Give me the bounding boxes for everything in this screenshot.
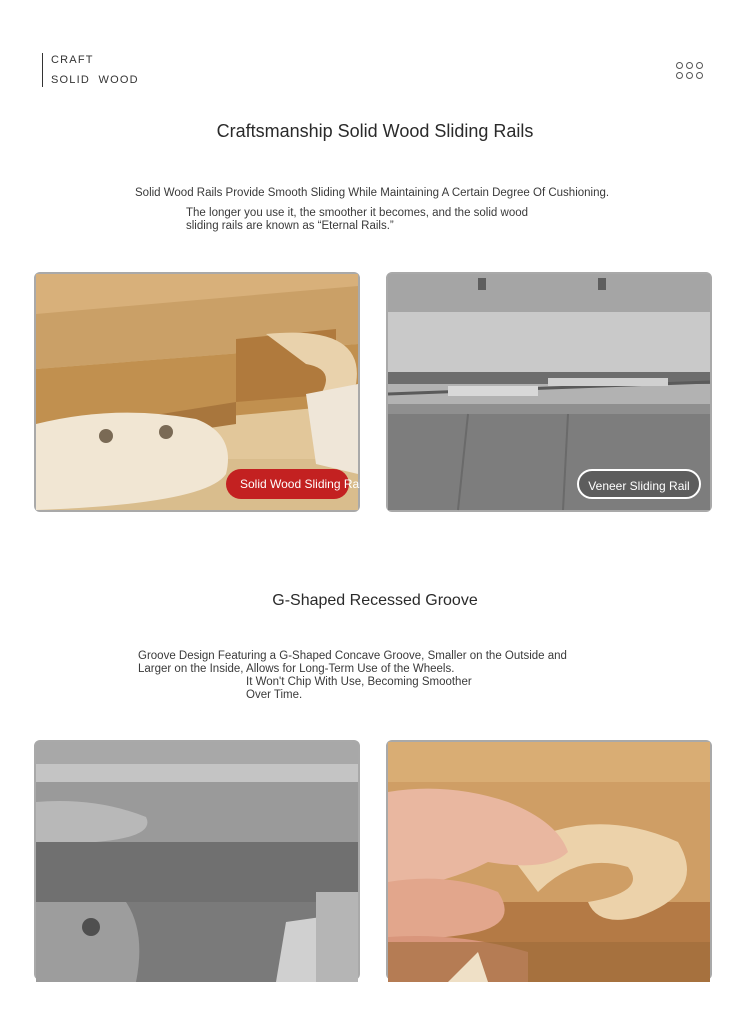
menu-dot bbox=[696, 62, 703, 69]
menu-dot bbox=[676, 72, 683, 79]
veneer-rail-label: Veneer Sliding Rail bbox=[577, 469, 701, 499]
groove-gray-illustration bbox=[36, 742, 358, 982]
photo-groove-gray bbox=[34, 740, 360, 980]
section1-subtitle: Solid Wood Rails Provide Smooth Sliding While Maintaining A Certain Degree Of Cushioning. bbox=[135, 187, 610, 199]
section2-title: G-Shaped Recessed Groove bbox=[272, 592, 478, 609]
photo-groove-wood bbox=[386, 740, 712, 980]
section2-line4: Over Time. bbox=[246, 689, 303, 701]
groove-wood-illustration bbox=[388, 742, 710, 982]
brand-logo bbox=[42, 53, 139, 87]
nine-dot-menu-icon[interactable] bbox=[676, 62, 706, 82]
menu-dot bbox=[686, 62, 693, 69]
section2-line1: Groove Design Featuring a G-Shaped Concave Groove, Smaller on the Outside and bbox=[138, 650, 567, 662]
section2-line2: Larger on the Inside, Allows for Long-Term Use of the Wheels. bbox=[138, 663, 455, 675]
section1-desc-line1: The longer you use it, the smoother it becomes, and the solid wood bbox=[186, 207, 529, 219]
section2-line3: It Won't Chip With Use, Becoming Smoother bbox=[246, 676, 472, 688]
photo-veneer-rail bbox=[386, 272, 712, 512]
section1-title: Craftsmanship Solid Wood Sliding Rails bbox=[216, 121, 534, 141]
brand-line-craft: CRAFT bbox=[51, 54, 94, 66]
menu-dot bbox=[686, 72, 693, 79]
solid-wood-rail-label: Solid Wood Sliding Rail bbox=[226, 469, 349, 499]
menu-dot bbox=[696, 72, 703, 79]
brand-line-solid-wood: SOLID WOOD bbox=[51, 74, 139, 86]
section1-desc-line2: sliding rails are known as “Eternal Rails.” bbox=[186, 220, 394, 232]
photo-solid-wood-rail bbox=[34, 272, 365, 512]
menu-dot bbox=[676, 62, 683, 69]
